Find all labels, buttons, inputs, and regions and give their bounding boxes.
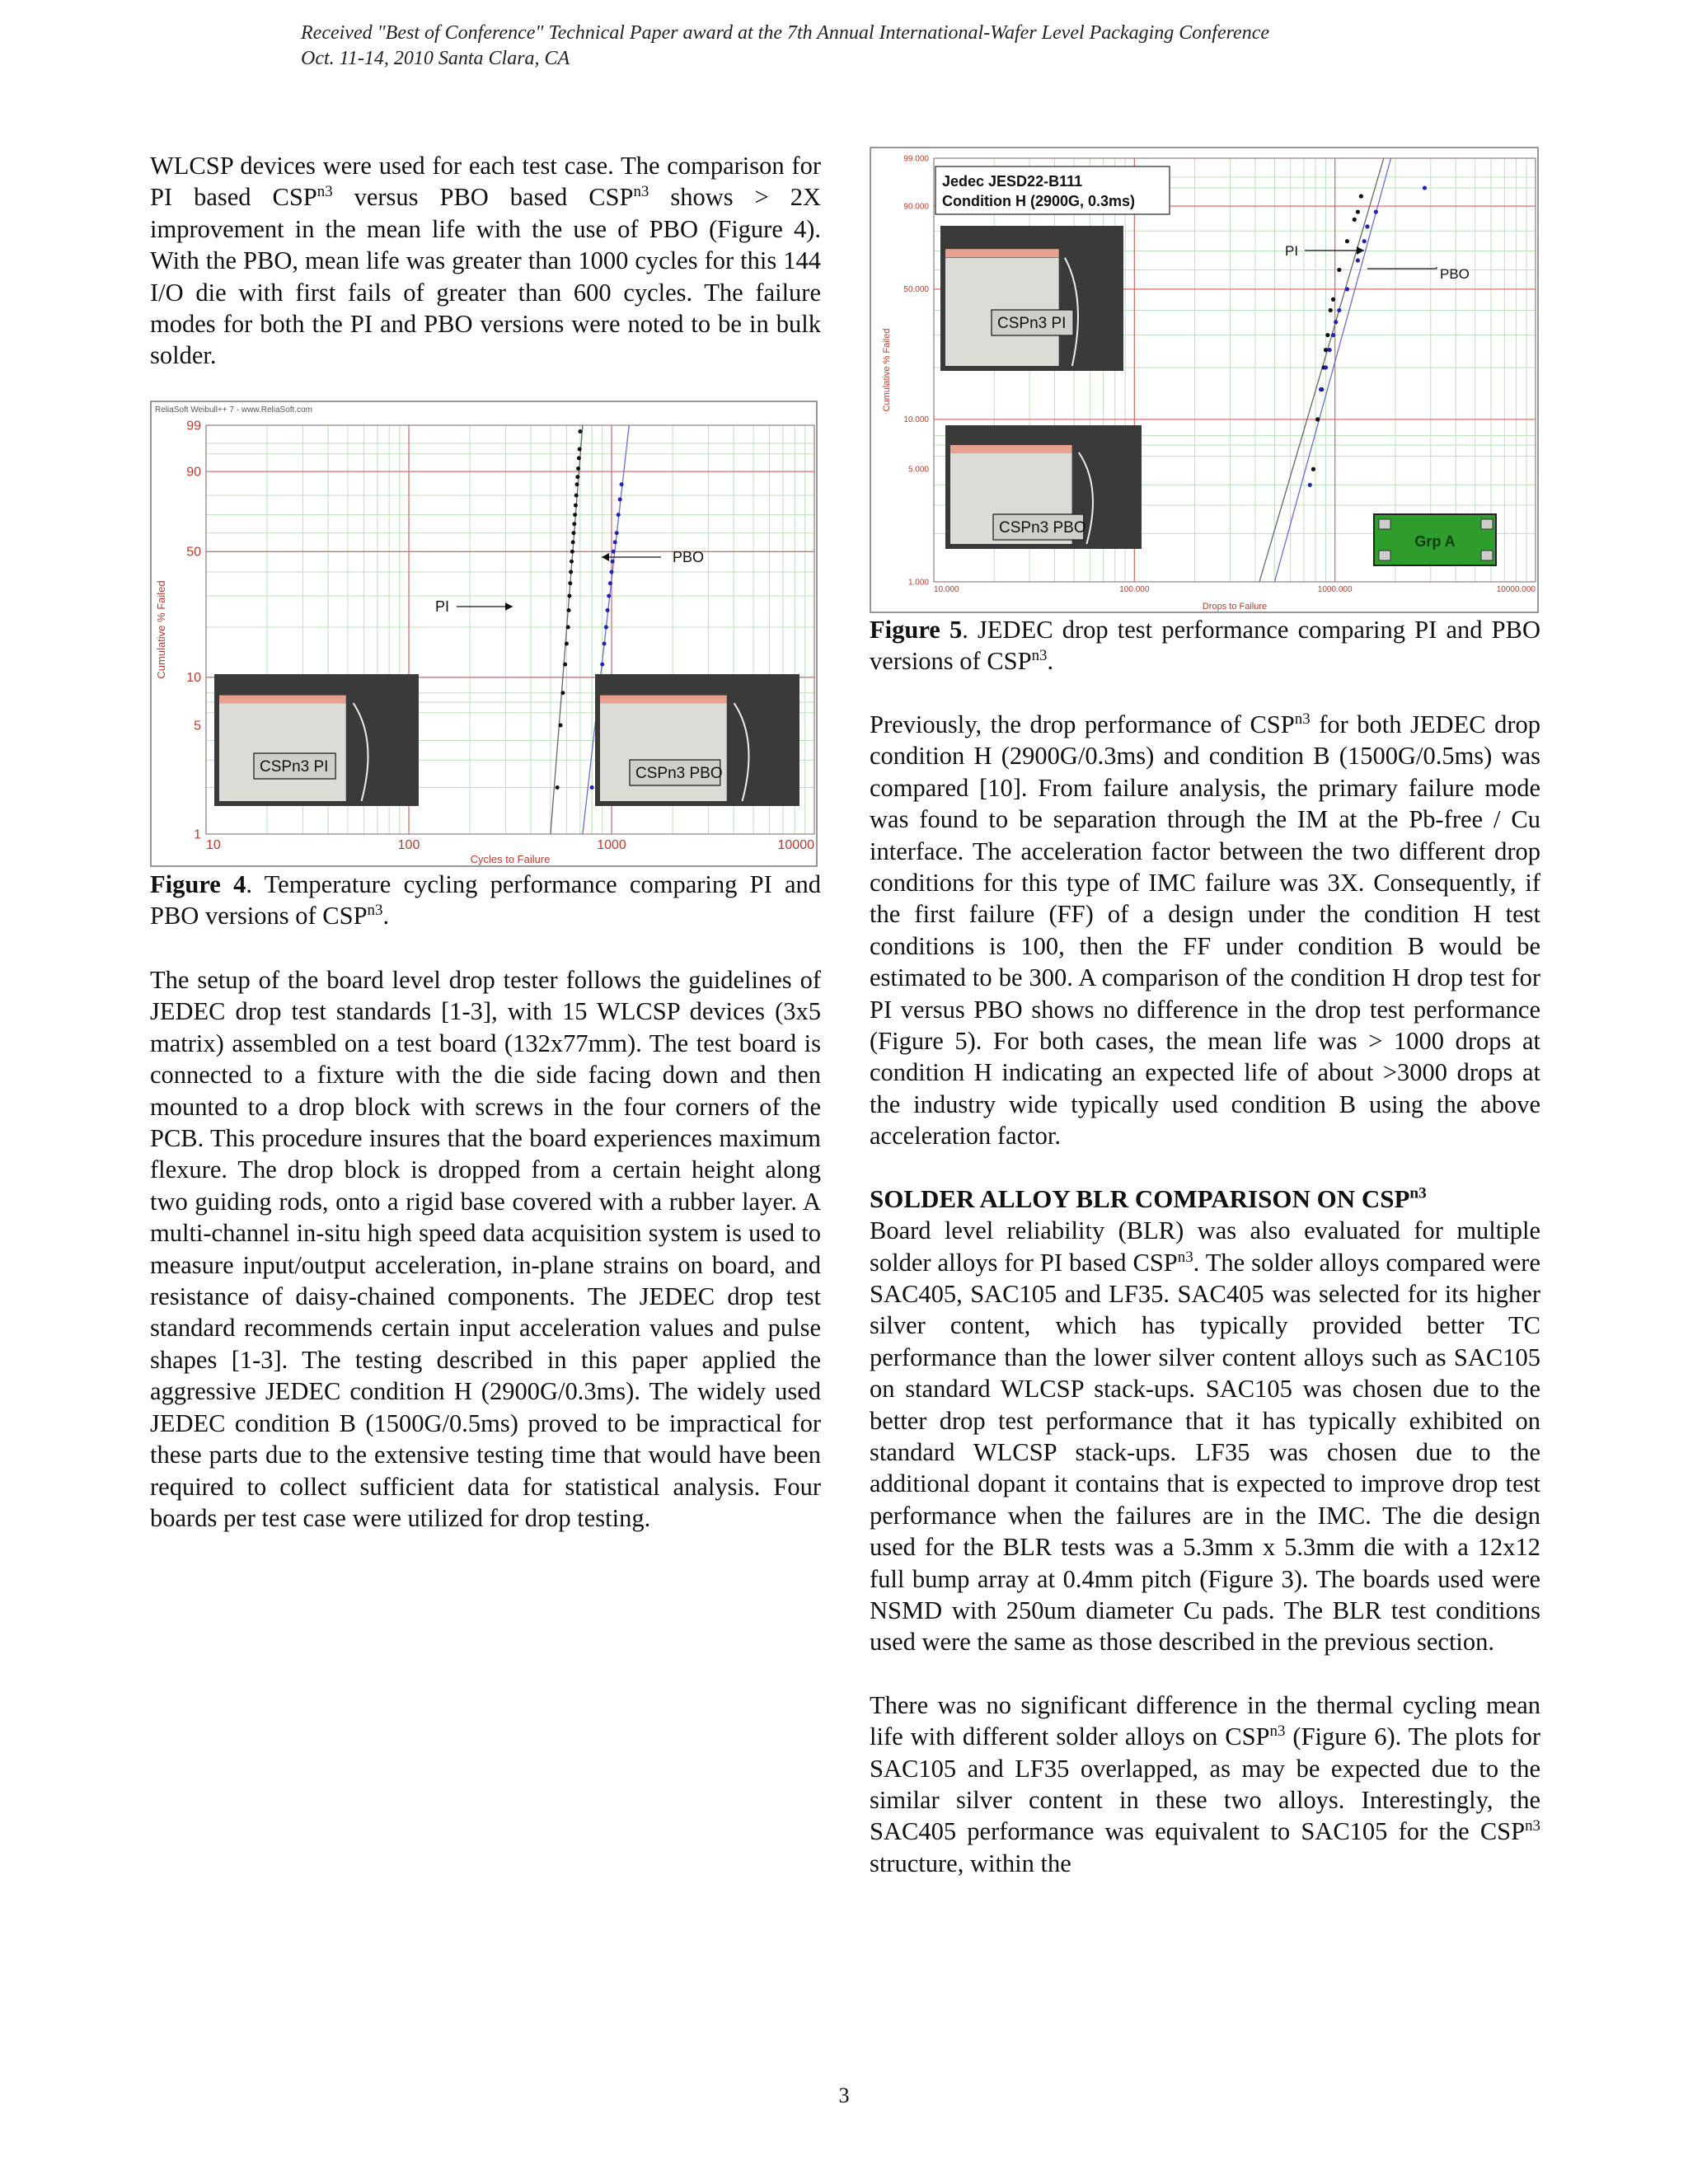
data-point-pbo — [620, 482, 624, 486]
figure-5-chart — [870, 147, 1539, 613]
data-point-pbo — [1324, 365, 1328, 369]
figure-5-caption — [870, 614, 1540, 677]
figure-4-chart — [150, 401, 818, 867]
y-axis-label: Cumulative % Failed — [882, 328, 892, 412]
page-number: 3 — [838, 2083, 850, 2107]
data-point-pbo — [606, 608, 610, 612]
data-point-pbo — [603, 642, 607, 646]
data-point-pi — [571, 540, 575, 544]
data-point-pi — [578, 447, 582, 451]
fig4-inset-pi-pad — [219, 696, 346, 704]
x-axis-label: Drops to Failure — [1202, 602, 1268, 612]
data-point-pi — [567, 594, 571, 598]
data-point-pi — [1356, 209, 1360, 213]
y-tick-label: 5.000 — [907, 465, 929, 475]
left-paragraph-2: The setup of the board level drop tester follows the guidelines of JEDEC drop test standards [1-3], with 15 WLCSP devices (3x5 matrix) assembled on a test board (132x77mm). The test board is connected to a fixture with the die side facing down and then mounted to a drop block with screws in the four corners of the PCB. This procedure insures that the board experiences maximum flexure. The drop block is dropped from a certain height along two guiding rods, onto a rigid base covered with a rubber layer. A multi-channel in-situ high speed data acquisition system is used to measure input/output acceleration, in-plane strains on board, and resistance of daisy-chained components. The JEDEC drop test standard recommends certain input acceleration values and pulse shapes [1-3]. The testing described in this paper applied the aggressive JEDEC condition H (2900G/0.3ms). The widely used JEDEC condition B (1500G/0.5ms) proved to be impractical for these parts due to the extensive testing time that would have been required to collect sufficient data for statistical analysis. Four boards per test case were utilized for drop testing. — [150, 966, 821, 1532]
data-point-pbo — [1362, 239, 1367, 243]
data-point-pi — [1337, 268, 1341, 272]
data-point-pi — [575, 475, 579, 479]
page-header — [301, 21, 1537, 72]
annotation-pbo: PBO — [1440, 266, 1470, 282]
data-point-pbo — [1374, 209, 1378, 213]
left-column-lower — [150, 964, 821, 1534]
annotation-pi: PI — [435, 598, 450, 615]
data-point-pi — [568, 581, 572, 585]
data-point-pi — [577, 456, 581, 460]
left-paragraph-1: WLCSP devices were used for each test case. The comparison for PI based $CSP^{n3}$ versus PBO based $CSP^{n3}$ shows > 2X improvement in the mean life with the use of PBO (Figure 4). With the PBO, mean life was greater than 1000 cycles for this 144 I/O die with first fails of greater than 600 cycles. The failure modes for both the PI and PBO versions were noted to be in bulk solder. — [150, 152, 821, 370]
data-point-pbo — [615, 531, 619, 535]
data-point-pi — [1311, 467, 1315, 471]
data-point-pi — [1324, 348, 1328, 352]
data-point-pbo — [1423, 185, 1427, 190]
y-axis-label: Cumulative % Failed — [155, 580, 167, 679]
data-point-pbo — [608, 581, 612, 585]
data-point-pi — [573, 513, 577, 517]
data-point-pi — [566, 626, 570, 630]
annotation-pi: PI — [1285, 243, 1299, 259]
data-point-pbo — [613, 540, 617, 544]
figure-5-label: Figure 5 — [870, 616, 963, 644]
data-point-pi — [560, 691, 565, 695]
x-tick-label: 1000 — [597, 838, 626, 852]
data-point-pbo — [1308, 483, 1312, 487]
legend-handle — [1481, 551, 1493, 560]
legend-handle — [1379, 519, 1390, 529]
watermark: ReliaSoft Weibull++ 7 - www.ReliaSoft.com — [155, 405, 313, 415]
data-point-pi — [574, 494, 579, 498]
figure-4-caption-text: . Temperature cycling performance comparing PI and PBO versions of $CSP^{n3}$. — [150, 870, 822, 930]
data-point-pi — [575, 482, 579, 486]
data-point-pbo — [618, 498, 622, 502]
fig4-inset-label-pi: CSPn3 PI — [260, 758, 329, 776]
y-tick-label: 99.000 — [903, 154, 929, 164]
data-point-pi — [556, 785, 560, 790]
fig5-inset-label-pi: CSPn3 PI — [997, 315, 1067, 332]
figure-4 — [150, 401, 818, 871]
x-tick-label: 100.000 — [1119, 585, 1150, 594]
figure-5-caption-text: . JEDEC drop test performance comparing PI and PBO versions of $CSP^{n3}$. — [870, 616, 1540, 676]
data-point-pi — [1359, 194, 1363, 198]
y-tick-label: 90 — [186, 465, 201, 480]
data-point-pbo — [607, 594, 611, 598]
data-point-pbo — [1337, 308, 1341, 312]
right-paragraph-1: Previously, the drop performance of $CSP^{n3}$ for both JEDEC drop condition H (2900G/0.3ms) and condition B (1500G/0.5ms) was compared [10]. From failure analysis, the primary failure mode was found to be separation through the IM at the Pb-free / Cu interface. The acceleration factor between the two different drop conditions for this type of IMC failure was 3X. Consequently, if the first failure (FF) of a design under the condition H test conditions is 100, then the FF under condition B would be estimated to be 300. A comparison of the condition H drop test for PI versus PBO shows no difference in the drop test performance (Figure 5). For both cases, the mean life was > 1000 drops at condition H indicating an expected life of about >3000 drops at the industry wide typically used condition B using the above acceleration factor. — [870, 710, 1540, 1151]
y-tick-label: 5 — [194, 719, 201, 733]
y-tick-label: 10.000 — [903, 415, 929, 425]
data-point-pbo — [600, 663, 604, 667]
data-point-pi — [574, 504, 578, 508]
data-point-pi — [1329, 308, 1333, 312]
data-point-pbo — [617, 513, 621, 517]
data-point-pbo — [1365, 224, 1369, 228]
fig4-inset-label-pbo: CSPn3 PBO — [635, 765, 723, 782]
data-point-pi — [578, 429, 582, 434]
data-point-pi — [570, 550, 574, 554]
right-paragraph-2: Board level reliability (BLR) was also evaluated for multiple solder alloys for PI based $CSP^{n3}$. The solder alloys compared were SAC405, SAC105 and LF35. SAC405 was selected for its higher silver content, which has typically provided better TC performance than the lower silver content alloys such as SAC105 on standard WLCSP stack-ups. SAC105 was chosen due to the better drop test performance that it has typically exhibited on standard WLCSP stack-ups. LF35 was chosen due to the additional dopant it contains that is expected to improve drop test performance when the failures are in the IMC. The die design used for the BLR tests was a 5.3mm x 5.3mm die with a 12x12 full bump array at 0.4mm pitch (Figure 3). The boards used were NSMD with 250um diameter Cu pads. The BLR test conditions used were the same as those described in the previous section. — [870, 1216, 1540, 1657]
x-tick-label: 10000.000 — [1496, 585, 1536, 594]
data-point-pi — [572, 522, 576, 526]
data-point-pi — [571, 531, 575, 535]
fig4-inset-pbo-pad — [600, 696, 727, 704]
fig5-inset-pi-pad — [945, 249, 1059, 257]
y-tick-label: 99 — [186, 419, 201, 434]
x-tick-label: 10000 — [777, 838, 814, 852]
fig5-title-line-2: Condition H (2900G, 0.3ms) — [942, 193, 1136, 209]
data-point-pi — [563, 663, 567, 667]
data-point-pi — [1345, 239, 1349, 243]
figure-4-caption — [150, 869, 821, 932]
legend-handle — [1481, 519, 1493, 529]
y-tick-label: 50.000 — [903, 285, 929, 295]
x-tick-label: 10 — [206, 838, 221, 852]
section-title: SOLDER ALLOY BLR COMPARISON ON $CSP^{n3}$ — [870, 1183, 1427, 1213]
legend-label: Grp A — [1414, 533, 1456, 550]
fig5-inset-label-pbo: CSPn3 PBO — [999, 519, 1086, 537]
data-point-pi — [570, 560, 574, 564]
data-point-pi — [567, 608, 571, 612]
data-point-pbo — [1328, 348, 1332, 352]
fig4-inset-pbo-die — [600, 703, 727, 801]
data-point-pi — [569, 569, 573, 574]
legend-handle — [1379, 551, 1390, 560]
fig5-title-line-1: Jedec JESD22-B111 — [942, 173, 1083, 190]
data-point-pi — [1315, 417, 1320, 421]
y-tick-label: 10 — [186, 671, 201, 686]
y-tick-label: 1 — [194, 827, 201, 842]
y-tick-label: 90.000 — [903, 202, 929, 212]
data-point-pi — [1325, 333, 1329, 337]
data-point-pbo — [1331, 333, 1335, 337]
data-point-pi — [1353, 218, 1357, 222]
header-line-1: Received "Best of Conference" Technical Paper award at the 7th Annual International-Wafer Level Packaging Conference — [301, 22, 1270, 44]
x-axis-label: Cycles to Failure — [470, 853, 551, 865]
data-point-pbo — [612, 550, 616, 554]
data-point-pbo — [590, 785, 594, 790]
x-tick-label: 10.000 — [934, 585, 959, 594]
data-point-pbo — [611, 560, 615, 564]
data-point-pi — [559, 724, 563, 728]
data-point-pbo — [1334, 320, 1338, 324]
right-column — [870, 709, 1540, 1879]
header-line-2: Oct. 11-14, 2010 Santa Clara, CA — [301, 48, 570, 69]
x-tick-label: 100 — [397, 838, 420, 852]
fig4-inset-pi-die — [219, 703, 346, 801]
data-point-pbo — [1345, 287, 1349, 291]
left-column — [150, 150, 821, 372]
y-tick-label: 50 — [186, 545, 201, 560]
y-tick-label: 1.000 — [907, 578, 929, 588]
fig5-inset-pbo-pad — [950, 445, 1072, 453]
x-tick-label: 1000.000 — [1317, 585, 1353, 594]
data-point-pbo — [1356, 258, 1360, 262]
data-point-pi — [1331, 298, 1335, 302]
figure-4-label: Figure 4 — [150, 870, 246, 898]
figure-5 — [870, 147, 1539, 617]
data-point-pi — [565, 642, 569, 646]
annotation-pbo: PBO — [673, 549, 705, 565]
data-point-pbo — [604, 626, 608, 630]
right-paragraph-3: There was no significant difference in the thermal cycling mean life with different solder alloys on $CSP^{n3}$ (Figure 6). The plots for SAC105 and LF35 overlapped, as may be expected due to the similar silver content in these two alloys. Interestingly, the SAC405 performance was equivalent to SAC105 for the $CSP^{n3}$ structure, within the — [870, 1690, 1540, 1877]
data-point-pbo — [610, 569, 614, 574]
data-point-pbo — [1319, 387, 1323, 391]
data-point-pi — [576, 466, 580, 471]
